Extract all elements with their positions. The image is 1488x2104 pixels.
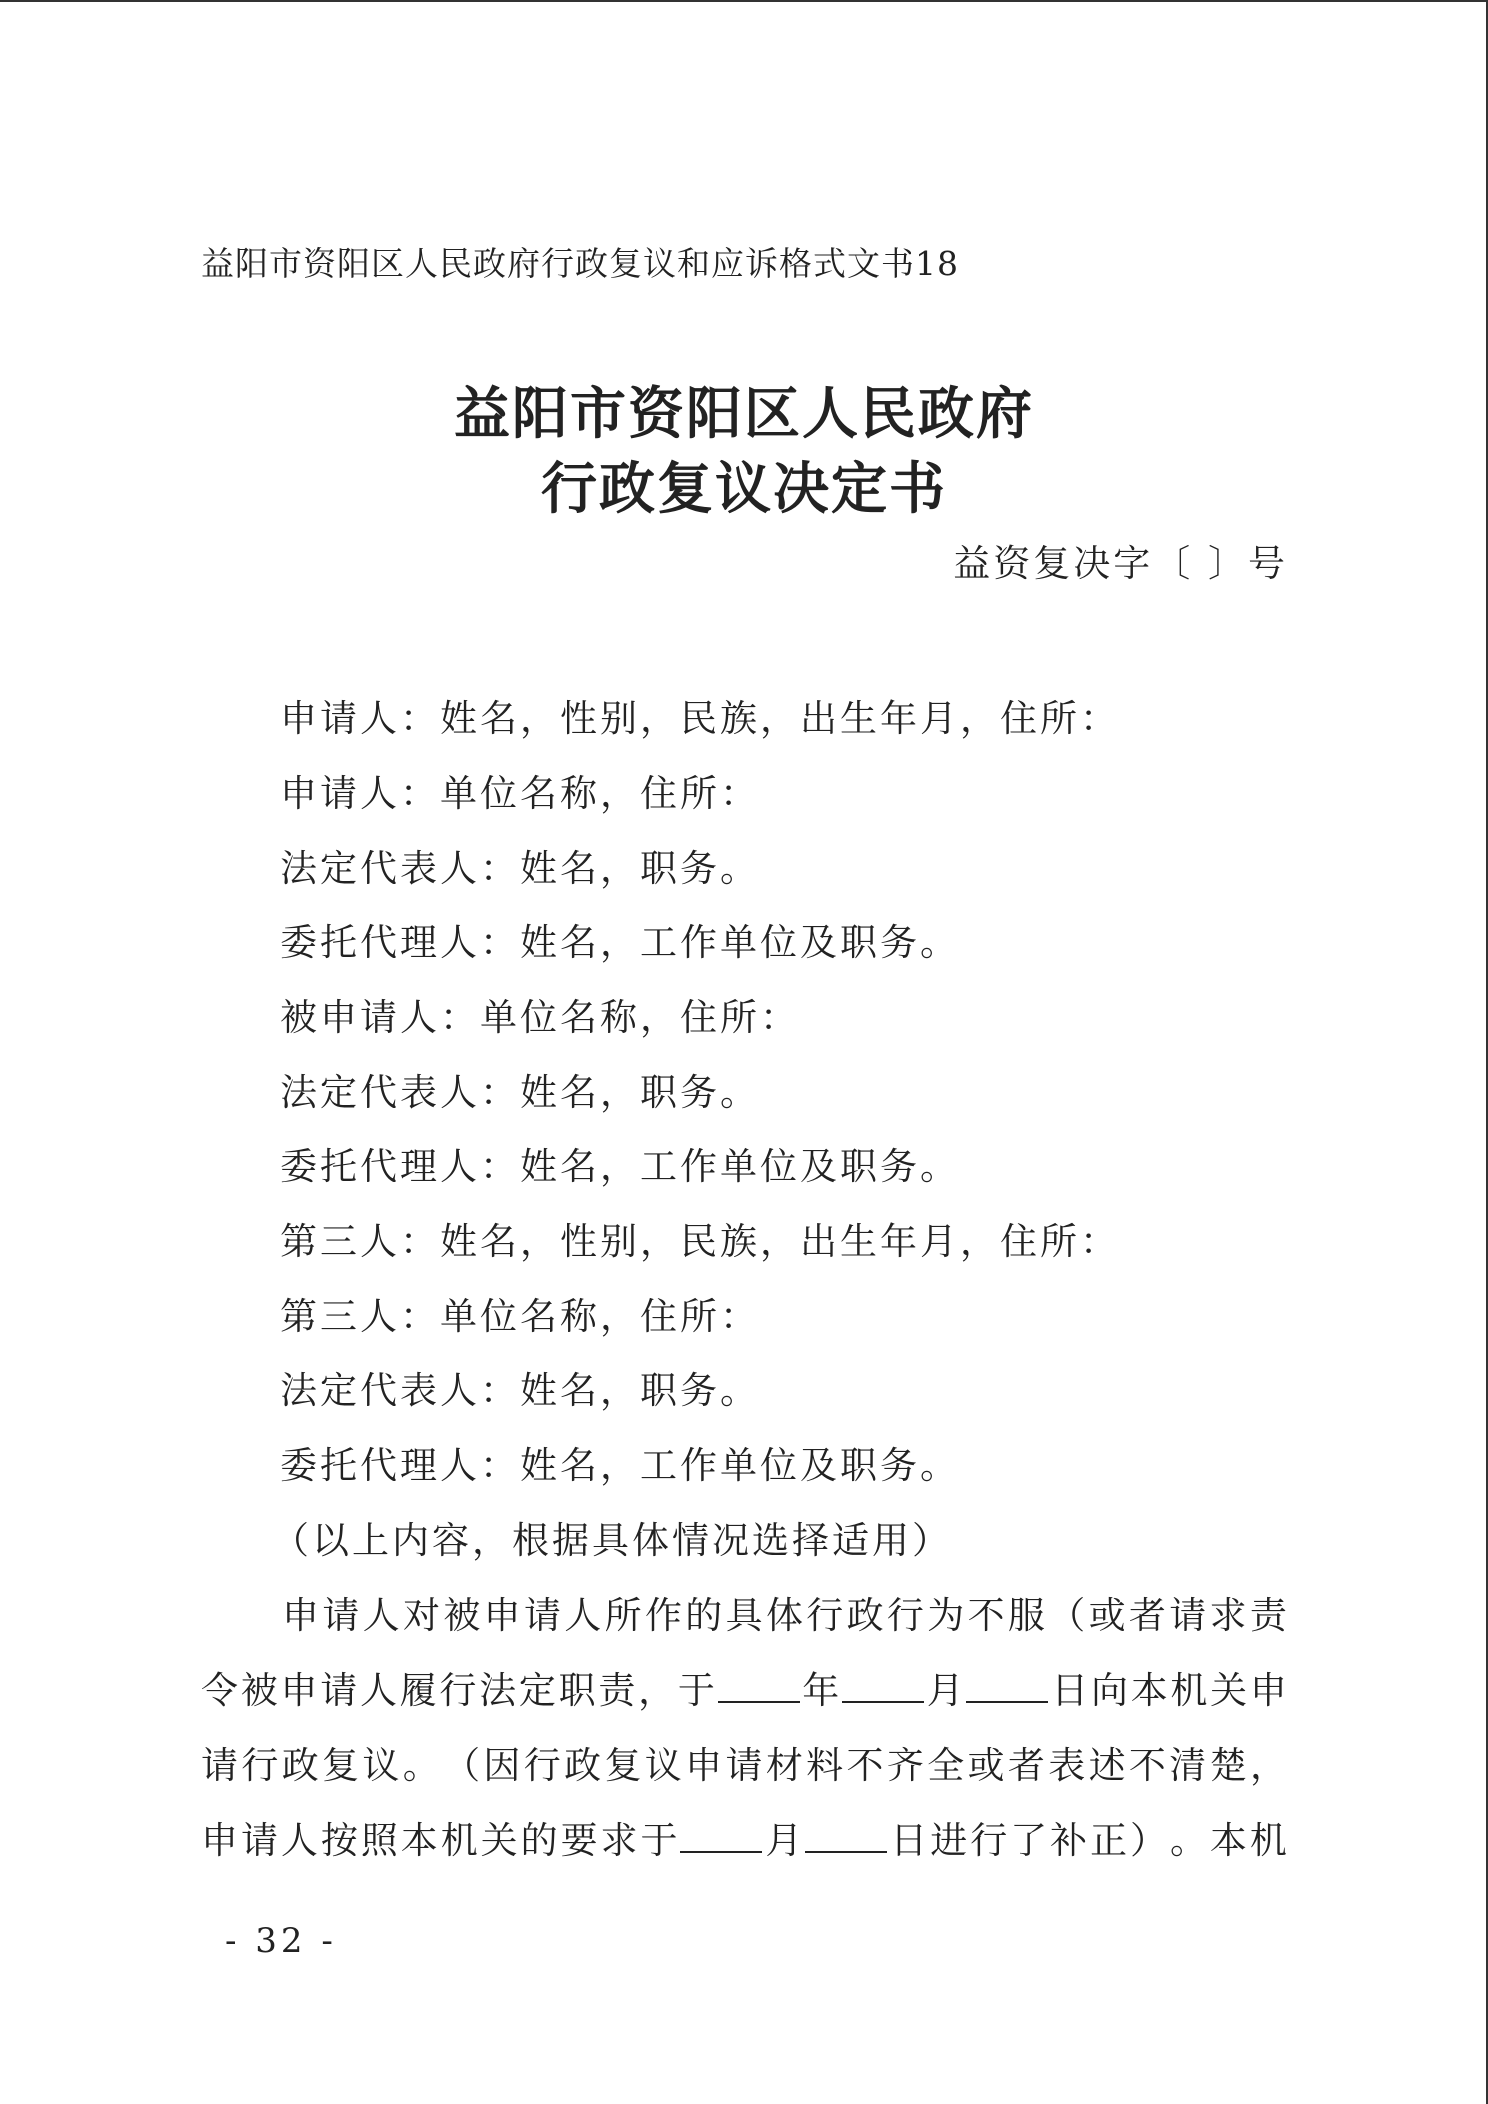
text-char: 人 [359,1669,397,1712]
document-series-title: 益阳市资阳区人民政府行政复议和应诉格式文书18 [201,244,959,283]
text-char: 请 [725,1744,763,1787]
text-char: 因 [483,1744,521,1787]
text-char: 楚 [1209,1744,1247,1787]
correction-month-blank [680,1821,762,1853]
text-char: 申 [483,1594,521,1637]
text-char: 申 [201,1819,238,1862]
party-line: 第三人：姓名，性别，民族，出生年月，住所： [280,1220,1120,1263]
document-title-line-2: 行政复议决定书 [541,456,947,522]
text-char: （ [1048,1594,1086,1637]
text-char: 行 [523,1744,561,1787]
text-char: 具 [725,1594,763,1637]
text-char: 履 [399,1669,437,1712]
text-char: 对 [402,1594,440,1637]
document-number: 益资复决字〔 〕号 [953,542,1288,585]
text-char: 申 [282,1594,319,1637]
text-char: 申 [1249,1669,1287,1712]
text-char: 被 [240,1669,278,1712]
text-char: 申 [685,1744,723,1787]
text-char: 或 [967,1744,1005,1787]
text-char: 全 [927,1744,965,1787]
party-line: 法定代表人：姓名，职务。 [280,847,760,890]
text-char: 行 [241,1744,279,1787]
text-char: 清 [1169,1744,1207,1787]
text-char: 照 [360,1819,398,1862]
text-char: 者 [1128,1594,1166,1637]
party-line: 委托代理人：姓名，工作单位及职务。 [280,921,960,964]
page-top-border [0,0,1488,2]
text-char: 行 [970,1819,1008,1862]
body-paragraph-line-4 [201,1810,1287,1864]
text-char: 正 [1090,1819,1128,1862]
text-char: 补 [1050,1819,1088,1862]
party-line: 被申请人：单位名称，住所： [280,996,800,1039]
text-char: 议 [644,1744,682,1787]
applicability-note: （以上内容，根据具体情况选择适用） [272,1519,952,1562]
text-char: 复 [604,1744,642,1787]
party-line: 法定代表人：姓名，职务。 [280,1071,760,1114]
text-char: 政 [564,1744,602,1787]
party-line: 法定代表人：姓名，职务。 [280,1369,760,1412]
text-char: 表 [1048,1744,1086,1787]
text-char: 日 [890,1819,928,1862]
text-char: ） [1130,1819,1168,1862]
text-char: 年 [802,1669,840,1712]
text-char: 所 [604,1594,642,1637]
text-char: ， [638,1669,676,1712]
party-line: 申请人：单位名称，住所： [280,772,760,815]
body-paragraph-line-2 [201,1660,1287,1714]
text-char: 的 [685,1594,723,1637]
text-char: 请 [1169,1594,1207,1637]
page-number: - 32 - [225,1921,337,1961]
text-char: 被 [443,1594,481,1637]
text-char: 向 [1090,1669,1128,1712]
text-char: 议 [362,1744,400,1787]
party-line: 申请人：姓名，性别，民族，出生年月，住所： [280,697,1120,740]
text-char: 令 [201,1669,238,1712]
text-char: 要 [560,1819,598,1862]
text-char: 日 [1051,1669,1089,1712]
text-char: 体 [765,1594,803,1637]
text-char: 月 [926,1669,964,1712]
text-char: 于 [677,1669,715,1712]
text-char: 请 [523,1594,561,1637]
text-char: 关 [480,1819,518,1862]
text-char: 不 [967,1594,1005,1637]
text-char: 的 [520,1819,558,1862]
text-char: 复 [322,1744,360,1787]
text-char: 求 [1209,1594,1247,1637]
text-char: 请 [201,1744,238,1787]
day-blank [966,1671,1048,1703]
text-char: 于 [640,1819,678,1862]
text-char: 本 [400,1819,438,1862]
year-blank [718,1671,800,1703]
text-char: 料 [806,1744,844,1787]
document-title-line-1: 益阳市资阳区人民政府 [454,381,1034,447]
text-char: 机 [1170,1669,1208,1712]
text-char: 请 [322,1594,360,1637]
text-char: 机 [440,1819,478,1862]
text-char: 请 [240,1819,278,1862]
text-char: 述 [1088,1744,1126,1787]
text-char: 行 [886,1594,924,1637]
text-char: 月 [765,1819,803,1862]
text-char: 关 [1210,1669,1248,1712]
text-char: 法 [479,1669,517,1712]
party-line: 委托代理人：姓名，工作单位及职务。 [280,1444,960,1487]
text-char: 进 [930,1819,968,1862]
text-char: 。 [1169,1819,1207,1862]
text-char: 。 [402,1744,440,1787]
text-char: 政 [281,1744,319,1787]
text-char: 定 [518,1669,556,1712]
text-char: 者 [1007,1744,1045,1787]
text-char: 求 [600,1819,638,1862]
text-char: 本 [1130,1669,1168,1712]
text-char: 服 [1007,1594,1045,1637]
text-char: 请 [320,1669,358,1712]
text-char: （ [443,1744,481,1787]
text-char: 材 [765,1744,803,1787]
party-line: 委托代理人：姓名，工作单位及职务。 [280,1145,960,1188]
text-char: 齐 [886,1744,924,1787]
body-paragraph-line-1 [282,1585,1287,1639]
text-char: 了 [1010,1819,1048,1862]
text-char: 人 [280,1819,318,1862]
text-char: ， [1249,1744,1287,1787]
text-char: 机 [1249,1819,1287,1862]
text-char: 作 [644,1594,682,1637]
text-char: 责 [1249,1594,1287,1637]
text-char: 行 [806,1594,844,1637]
month-blank [842,1671,924,1703]
body-paragraph-line-3 [201,1735,1287,1789]
correction-day-blank [805,1821,887,1853]
text-char: 本 [1209,1819,1247,1862]
text-char: 人 [362,1594,400,1637]
text-char: 申 [280,1669,318,1712]
text-char: 人 [564,1594,602,1637]
text-char: 责 [598,1669,636,1712]
text-char: 或 [1088,1594,1126,1637]
text-char: 为 [927,1594,965,1637]
text-char: 职 [558,1669,596,1712]
text-char: 按 [320,1819,358,1862]
party-line: 第三人：单位名称，住所： [280,1295,760,1338]
text-char: 政 [846,1594,884,1637]
text-char: 行 [439,1669,477,1712]
text-char: 不 [846,1744,884,1787]
text-char: 不 [1128,1744,1166,1787]
